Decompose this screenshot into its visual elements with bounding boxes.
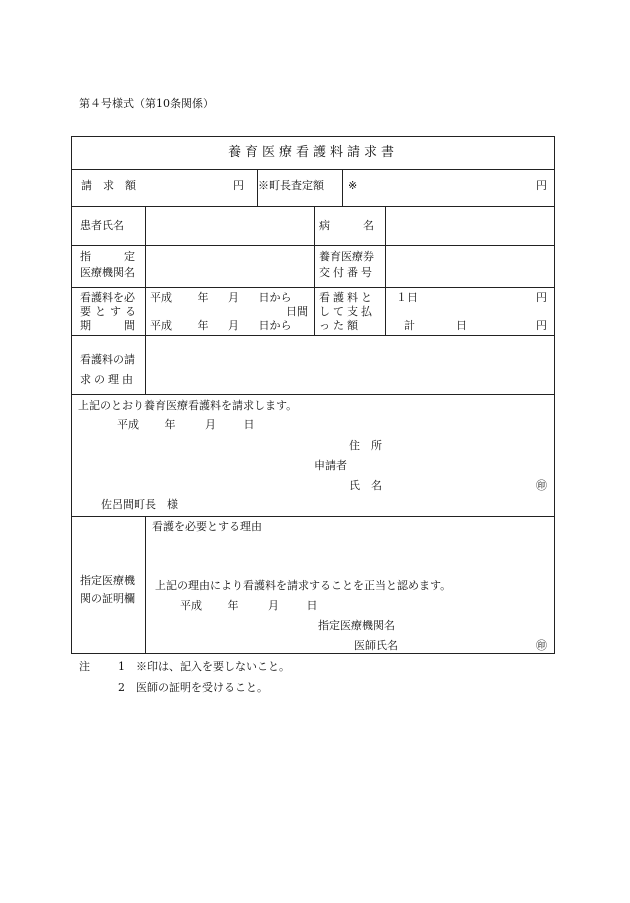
label-line: 指定医療機 (80, 574, 135, 587)
paid-amount-label (319, 291, 375, 333)
yen-label: 円 (536, 179, 547, 192)
label-line: 交付番号 (319, 266, 375, 279)
note-text: 医師の証明を受けること。 (136, 681, 268, 694)
certification-date (180, 600, 318, 611)
days-count-label: 日間 (286, 305, 308, 318)
label-line: 看護料の請 (80, 353, 135, 366)
day-unit: 日 (306, 599, 318, 612)
label-line: った額 (319, 319, 361, 332)
label-line: 関の証明欄 (80, 592, 135, 605)
form-number: 第４号様式（第10条関係） (79, 97, 214, 110)
label-line: 医療機関名 (80, 266, 135, 279)
institution-label (80, 251, 140, 278)
seal-mark: ㊞ (536, 479, 547, 492)
year-unit: 年 (197, 291, 209, 304)
total-label: 計 (404, 319, 415, 332)
seal-mark: ㊞ (536, 639, 547, 652)
disease-label: 病 名 (319, 219, 374, 232)
label-line: 求の理由 (80, 373, 136, 386)
month-unit: 月 (205, 418, 216, 431)
address-label: 住 所 (349, 439, 382, 452)
note-number: 2 (118, 681, 125, 694)
label-line: 指 定 (80, 250, 135, 263)
period-from (150, 292, 292, 303)
yen-label: 円 (233, 179, 244, 192)
assessed-amount-label: ※町長査定額 (258, 179, 324, 192)
period-to (150, 320, 292, 331)
institution-name-label: 指定医療機関名 (318, 619, 395, 632)
declaration-date (117, 419, 255, 430)
certification-label (80, 572, 135, 608)
claim-amount-label: 請 求 額 (81, 179, 136, 192)
era: 平成 (150, 319, 172, 332)
label-line: 要とする (80, 305, 140, 318)
day-unit: 日 (243, 418, 255, 431)
period-label (80, 291, 140, 333)
addressee-label: 佐呂間町長 様 (101, 498, 178, 511)
form-title: 養育医療看護料請求書 (228, 145, 399, 160)
era: 平成 (150, 291, 172, 304)
year-unit: 年 (164, 418, 176, 431)
patient-name-label: 患者氏名 (80, 219, 124, 232)
month-unit: 月 (228, 319, 239, 332)
claim-form (71, 136, 555, 654)
day-from: 日から (258, 291, 292, 304)
note-number: 1 (118, 660, 125, 673)
per-day-label: １日 (396, 291, 418, 304)
day-from: 日から (258, 319, 292, 332)
label-line: 期 間 (80, 319, 135, 332)
applicant-label: 申請者 (314, 459, 347, 472)
year-unit: 年 (227, 599, 239, 612)
yen-label: 円 (536, 319, 547, 332)
name-label: 氏 名 (349, 479, 382, 492)
label-line: して支払 (319, 305, 375, 318)
month-unit: 月 (228, 291, 239, 304)
declaration-text: 上記のとおり養育医療看護料を請求します。 (78, 399, 298, 412)
note-text: ※印は、記入を要しないこと。 (136, 660, 290, 673)
era: 平成 (117, 418, 139, 431)
day-unit-label: 日 (456, 319, 467, 332)
label-line: 看護料を必 (80, 291, 135, 304)
era: 平成 (180, 599, 202, 612)
label-line: 養育医療券 (319, 250, 374, 263)
ticket-label (319, 251, 375, 278)
note-mark: ※ (348, 179, 358, 192)
label-line: 看護料と (319, 291, 375, 304)
month-unit: 月 (268, 599, 279, 612)
year-unit: 年 (197, 319, 209, 332)
reason-label (80, 350, 136, 390)
nursing-reason-heading: 看護を必要とする理由 (152, 520, 262, 533)
notes-prefix: 注 (79, 660, 90, 673)
doctor-name-label: 医師氏名 (354, 639, 398, 652)
certification-statement: 上記の理由により看護料を請求することを正当と認めます。 (155, 579, 452, 592)
yen-label: 円 (536, 291, 547, 304)
